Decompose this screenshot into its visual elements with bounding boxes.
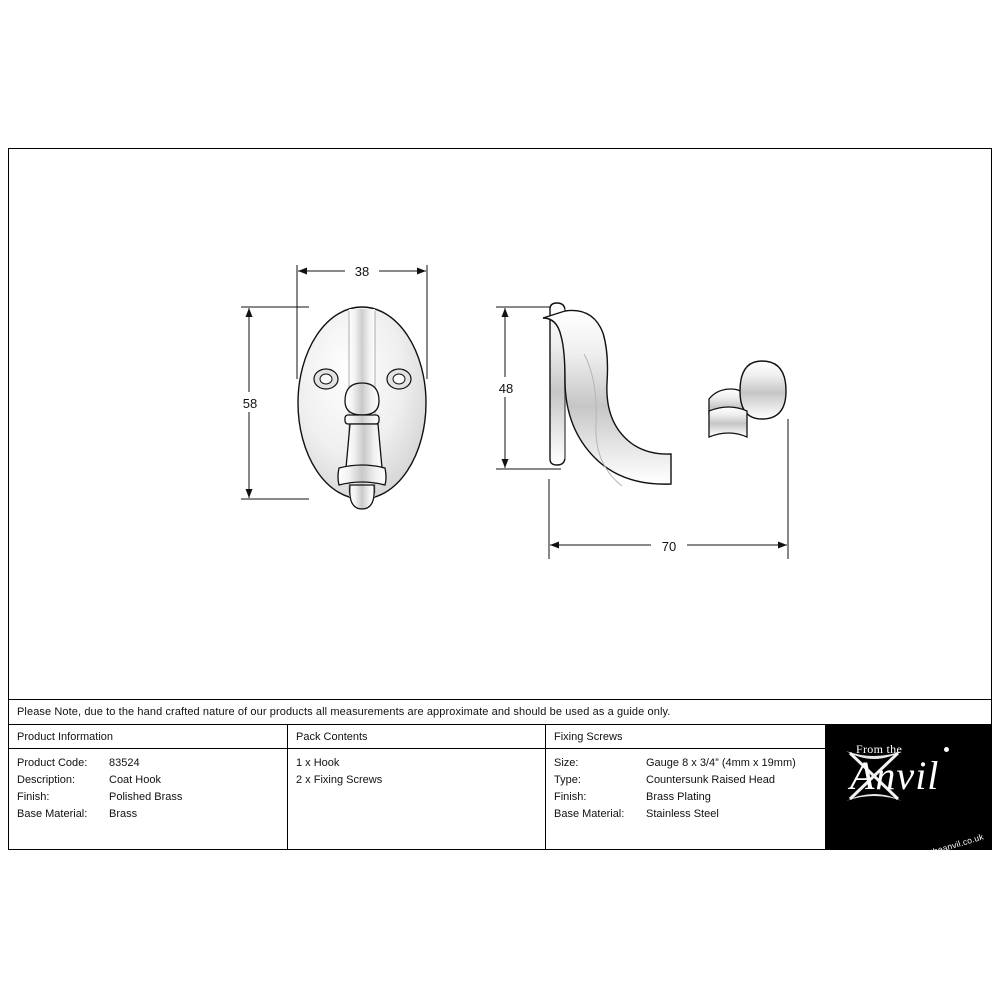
row-key: Size: (554, 757, 579, 769)
table-row (554, 755, 817, 772)
screw-hole-left (314, 369, 338, 389)
brand-logo (826, 725, 991, 869)
logo-website-url: www.fromtheanvil.co.uk (892, 831, 985, 869)
row-value: Stainless Steel (646, 808, 719, 820)
logo-dot-icon (944, 747, 949, 752)
side-view (489, 303, 788, 559)
row-key: Base Material: (554, 808, 625, 820)
row-value: 83524 (109, 757, 140, 769)
list-item: 2 x Fixing Screws (296, 774, 383, 786)
row-key: Type: (554, 774, 581, 786)
table-row (17, 772, 279, 789)
front-view (233, 261, 427, 509)
row-key: Finish: (554, 791, 587, 803)
logo-from-the: From the (856, 742, 903, 756)
product-information-column (9, 725, 288, 849)
row-key: Finish: (17, 791, 50, 803)
fixing-screws-column (546, 725, 826, 849)
row-value: Polished Brass (109, 791, 183, 803)
row-key: Base Material: (17, 808, 88, 820)
row-key: Product Code: (17, 757, 88, 769)
dimension-label-58: 58 (242, 396, 258, 411)
drawing-sheet (8, 148, 992, 869)
logo-brand-name: Anvil (850, 753, 940, 798)
info-table (9, 725, 991, 869)
list-item: 1 x Hook (296, 757, 340, 769)
measurement-note-text: Please Note, due to the hand crafted nature of our products all measurements are approximate and should be used as a guide only. (17, 706, 671, 718)
row-value: Gauge 8 x 3/4” (4mm x 19mm) (646, 757, 796, 769)
table-row (17, 755, 279, 772)
dimension-label-70: 70 (661, 539, 677, 554)
table-row (17, 806, 279, 823)
table-row (554, 789, 817, 806)
row-value: Countersunk Raised Head (646, 774, 776, 786)
dimension-label-38: 38 (354, 264, 370, 279)
dimension-label-48: 48 (498, 381, 514, 396)
screw-hole-right (387, 369, 411, 389)
fixing-screws-list (554, 755, 817, 823)
brand-logo-column (826, 725, 991, 869)
measurement-note (9, 699, 991, 725)
row-key: Description: (17, 774, 76, 786)
pack-contents-title: Pack Contents (288, 731, 545, 749)
row-value: Coat Hook (109, 774, 161, 786)
drawing-svg (9, 149, 991, 699)
pack-contents-column (288, 725, 546, 849)
table-row (17, 789, 279, 806)
fixing-screws-title: Fixing Screws (546, 731, 825, 749)
product-information-list (17, 755, 279, 823)
row-value: Brass (109, 808, 138, 820)
row-value: Brass Plating (646, 791, 711, 803)
table-row (554, 772, 817, 789)
product-information-title: Product Information (9, 731, 287, 749)
technical-drawing (9, 149, 991, 699)
table-row (554, 806, 817, 823)
pack-contents-list (296, 755, 537, 789)
